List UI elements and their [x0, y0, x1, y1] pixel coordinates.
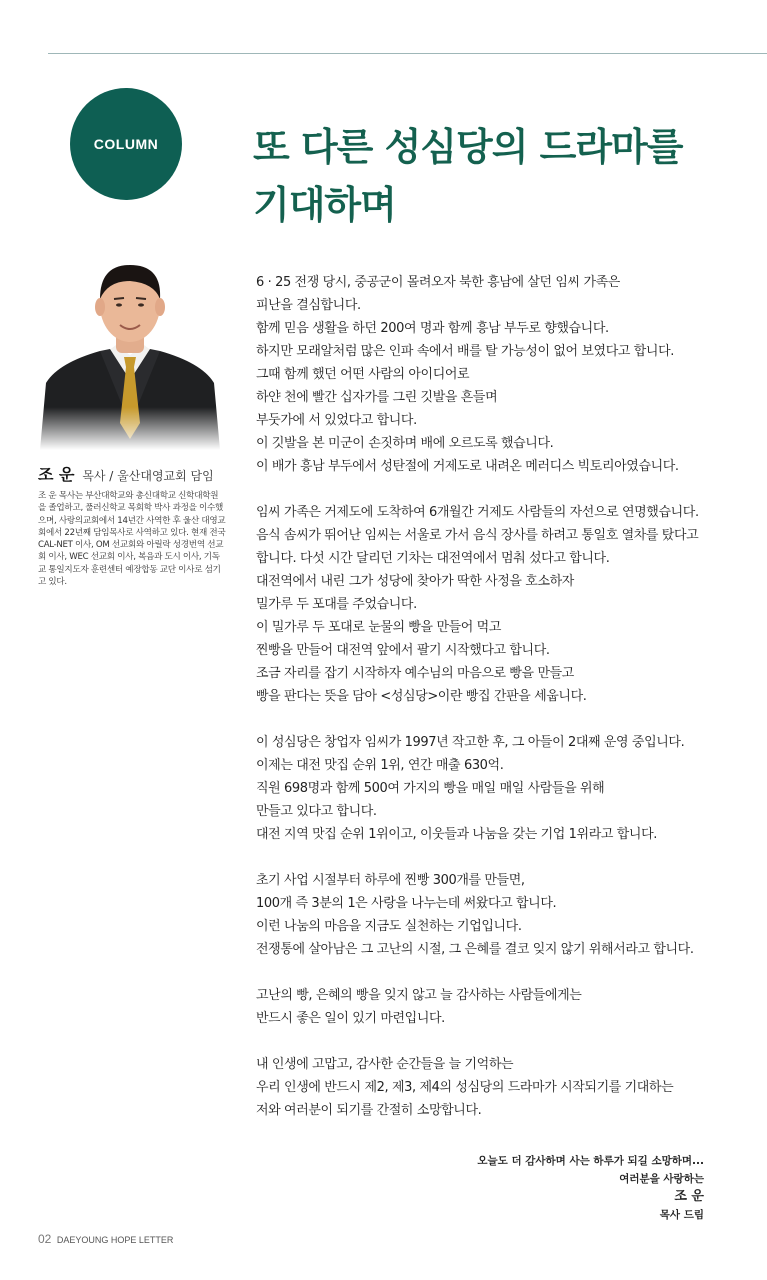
article-line: 이제는 대전 맛집 순위 1위, 연간 매출 630억. — [256, 758, 504, 773]
article-line: 고난의 빵, 은혜의 빵을 잊지 않고 늘 감사하는 사람들에게는 — [256, 988, 582, 1003]
article-line: 반드시 좋은 일이 있기 마련입니다. — [256, 1011, 445, 1026]
article-body — [256, 271, 756, 1145]
article-line: 조금 자리를 잡기 시작하자 예수님의 마음으로 빵을 만들고 — [256, 666, 574, 681]
page-footer — [38, 1232, 173, 1246]
publication-name: DAEYOUNG HOPE LETTER — [56, 1235, 174, 1245]
title-line: 기대하며 — [253, 183, 396, 227]
article-line: 피난을 결심합니다. — [256, 298, 361, 313]
article-line: 우리 인생에 반드시 제2, 제3, 제4의 성심당의 드라마가 시작되기를 기대하는 — [256, 1080, 674, 1095]
author-name-line — [38, 462, 238, 485]
article-line: 하얀 천에 빨간 십자가를 그린 깃발을 흔들며 — [256, 390, 498, 405]
closing-suffix: 목사 드림 — [659, 1209, 704, 1221]
page-title — [253, 118, 753, 234]
author-role: 목사 / 울산대영교회 담임 — [82, 469, 214, 483]
article-line: 부둣가에 서 있었다고 합니다. — [256, 413, 417, 428]
article-line: 초기 사업 시절부터 하루에 찐빵 300개를 만들면, — [256, 873, 525, 888]
column-badge — [70, 88, 182, 200]
article-line: 합니다. 다섯 시간 달리던 기차는 대전역에서 멈춰 섰다고 합니다. — [256, 551, 610, 566]
author-name: 조 운 — [38, 465, 75, 484]
article-line: 이 밀가루 두 포대로 눈물의 빵을 만들어 먹고 — [256, 620, 501, 635]
closing-name: 조 운 — [674, 1189, 704, 1204]
closing-line: 오늘도 더 감사하며 사는 하루가 되길 소망하며... — [477, 1155, 704, 1167]
article-line: 음식 솜씨가 뛰어난 임씨는 서울로 가서 음식 장사를 하려고 통일호 열차를 탔다고 — [256, 528, 699, 543]
article-line: 저와 여러분이 되기를 간절히 소망합니다. — [256, 1103, 482, 1118]
article-line: 빵을 판다는 뜻을 담아 <성심당>이란 빵집 간판을 세웁니다. — [256, 689, 587, 704]
top-divider — [48, 53, 767, 54]
article-line: 이런 나눔의 마음을 지금도 실천하는 기업입니다. — [256, 919, 522, 934]
article-line: 이 배가 흥남 부두에서 성탄절에 거제도로 내려온 메러디스 빅토리아였습니다. — [256, 459, 679, 474]
closing-prefix: 여러분을 사랑하는 — [619, 1173, 704, 1185]
article-line: 이 깃발을 본 미군이 손짓하며 배에 오르도록 했습니다. — [256, 436, 554, 451]
article-line: 대전 지역 맛집 순위 1위이고, 이웃들과 나눔을 갖는 기업 1위라고 합니다. — [256, 827, 657, 842]
article-paragraph — [256, 1053, 756, 1122]
article-line: 이 성심당은 창업자 임씨가 1997년 작고한 후, 그 아들이 2대째 운영 중입니다. — [256, 735, 685, 750]
article-paragraph — [256, 984, 756, 1030]
article-line: 그때 함께 했던 어떤 사람의 아이디어로 — [256, 367, 470, 382]
column-badge-label: COLUMN — [93, 136, 159, 152]
article-paragraph — [256, 501, 756, 708]
article-line: 전쟁통에 살아남은 그 고난의 시절, 그 은혜를 결코 잊지 않기 위해서라고 합니다. — [256, 942, 694, 957]
article-line: 임씨 가족은 거제도에 도착하여 6개월간 거제도 사람들의 자선으로 연명했습니다. — [256, 505, 699, 520]
page-number: 02 — [38, 1232, 52, 1246]
article-line: 100개 즉 3분의 1은 사랑을 나누는데 써왔다고 합니다. — [256, 896, 557, 911]
article-paragraph — [256, 869, 756, 961]
closing-line — [477, 1170, 704, 1224]
article-line: 대전역에서 내린 그가 성당에 찾아가 딱한 사정을 호소하자 — [256, 574, 574, 589]
author-bio: 조 운 목사는 부산대학교와 총신대학교 신학대학원을 졸업하고, 풀러신학교 목회학 박사 과정을 이수했으며, 사랑의교회에서 14년간 사역한 후 울산 대영교회에서 22년째 담임목사로 사역하고 있다. 현재 전국 CAL-NET 이사, OM 선교회와 아릴락 성경번역 선교회 이사, WEC 선교회 이사, 복음과 도시 이사, 기독교 통일지도자 훈련센터 예장합동 교단 이사로 섬기고 있다. — [38, 491, 226, 588]
title-line: 또 다른 성심당의 드라마를 — [253, 125, 683, 169]
article-paragraph — [256, 731, 756, 846]
author-photo — [38, 255, 222, 450]
article-line: 내 인생에 고맙고, 감사한 순간들을 늘 기억하는 — [256, 1057, 514, 1072]
article-line: 6 · 25 전쟁 당시, 중공군이 몰려오자 북한 흥남에 살던 임씨 가족은 — [256, 275, 620, 290]
article-line: 하지만 모래알처럼 많은 인파 속에서 배를 탈 가능성이 없어 보였다고 합니다. — [256, 344, 674, 359]
article-line: 만들고 있다고 합니다. — [256, 804, 377, 819]
article-line: 함께 믿음 생활을 하던 200여 명과 함께 흥남 부두로 향했습니다. — [256, 321, 609, 336]
article-line: 직원 698명과 함께 500여 가지의 빵을 매일 매일 사람들을 위해 — [256, 781, 605, 796]
article-line: 밀가루 두 포대를 주었습니다. — [256, 597, 417, 612]
article-line: 찐빵을 만들어 대전역 앞에서 팔기 시작했다고 합니다. — [256, 643, 550, 658]
article-paragraph — [256, 271, 756, 478]
closing-signature — [477, 1152, 704, 1224]
